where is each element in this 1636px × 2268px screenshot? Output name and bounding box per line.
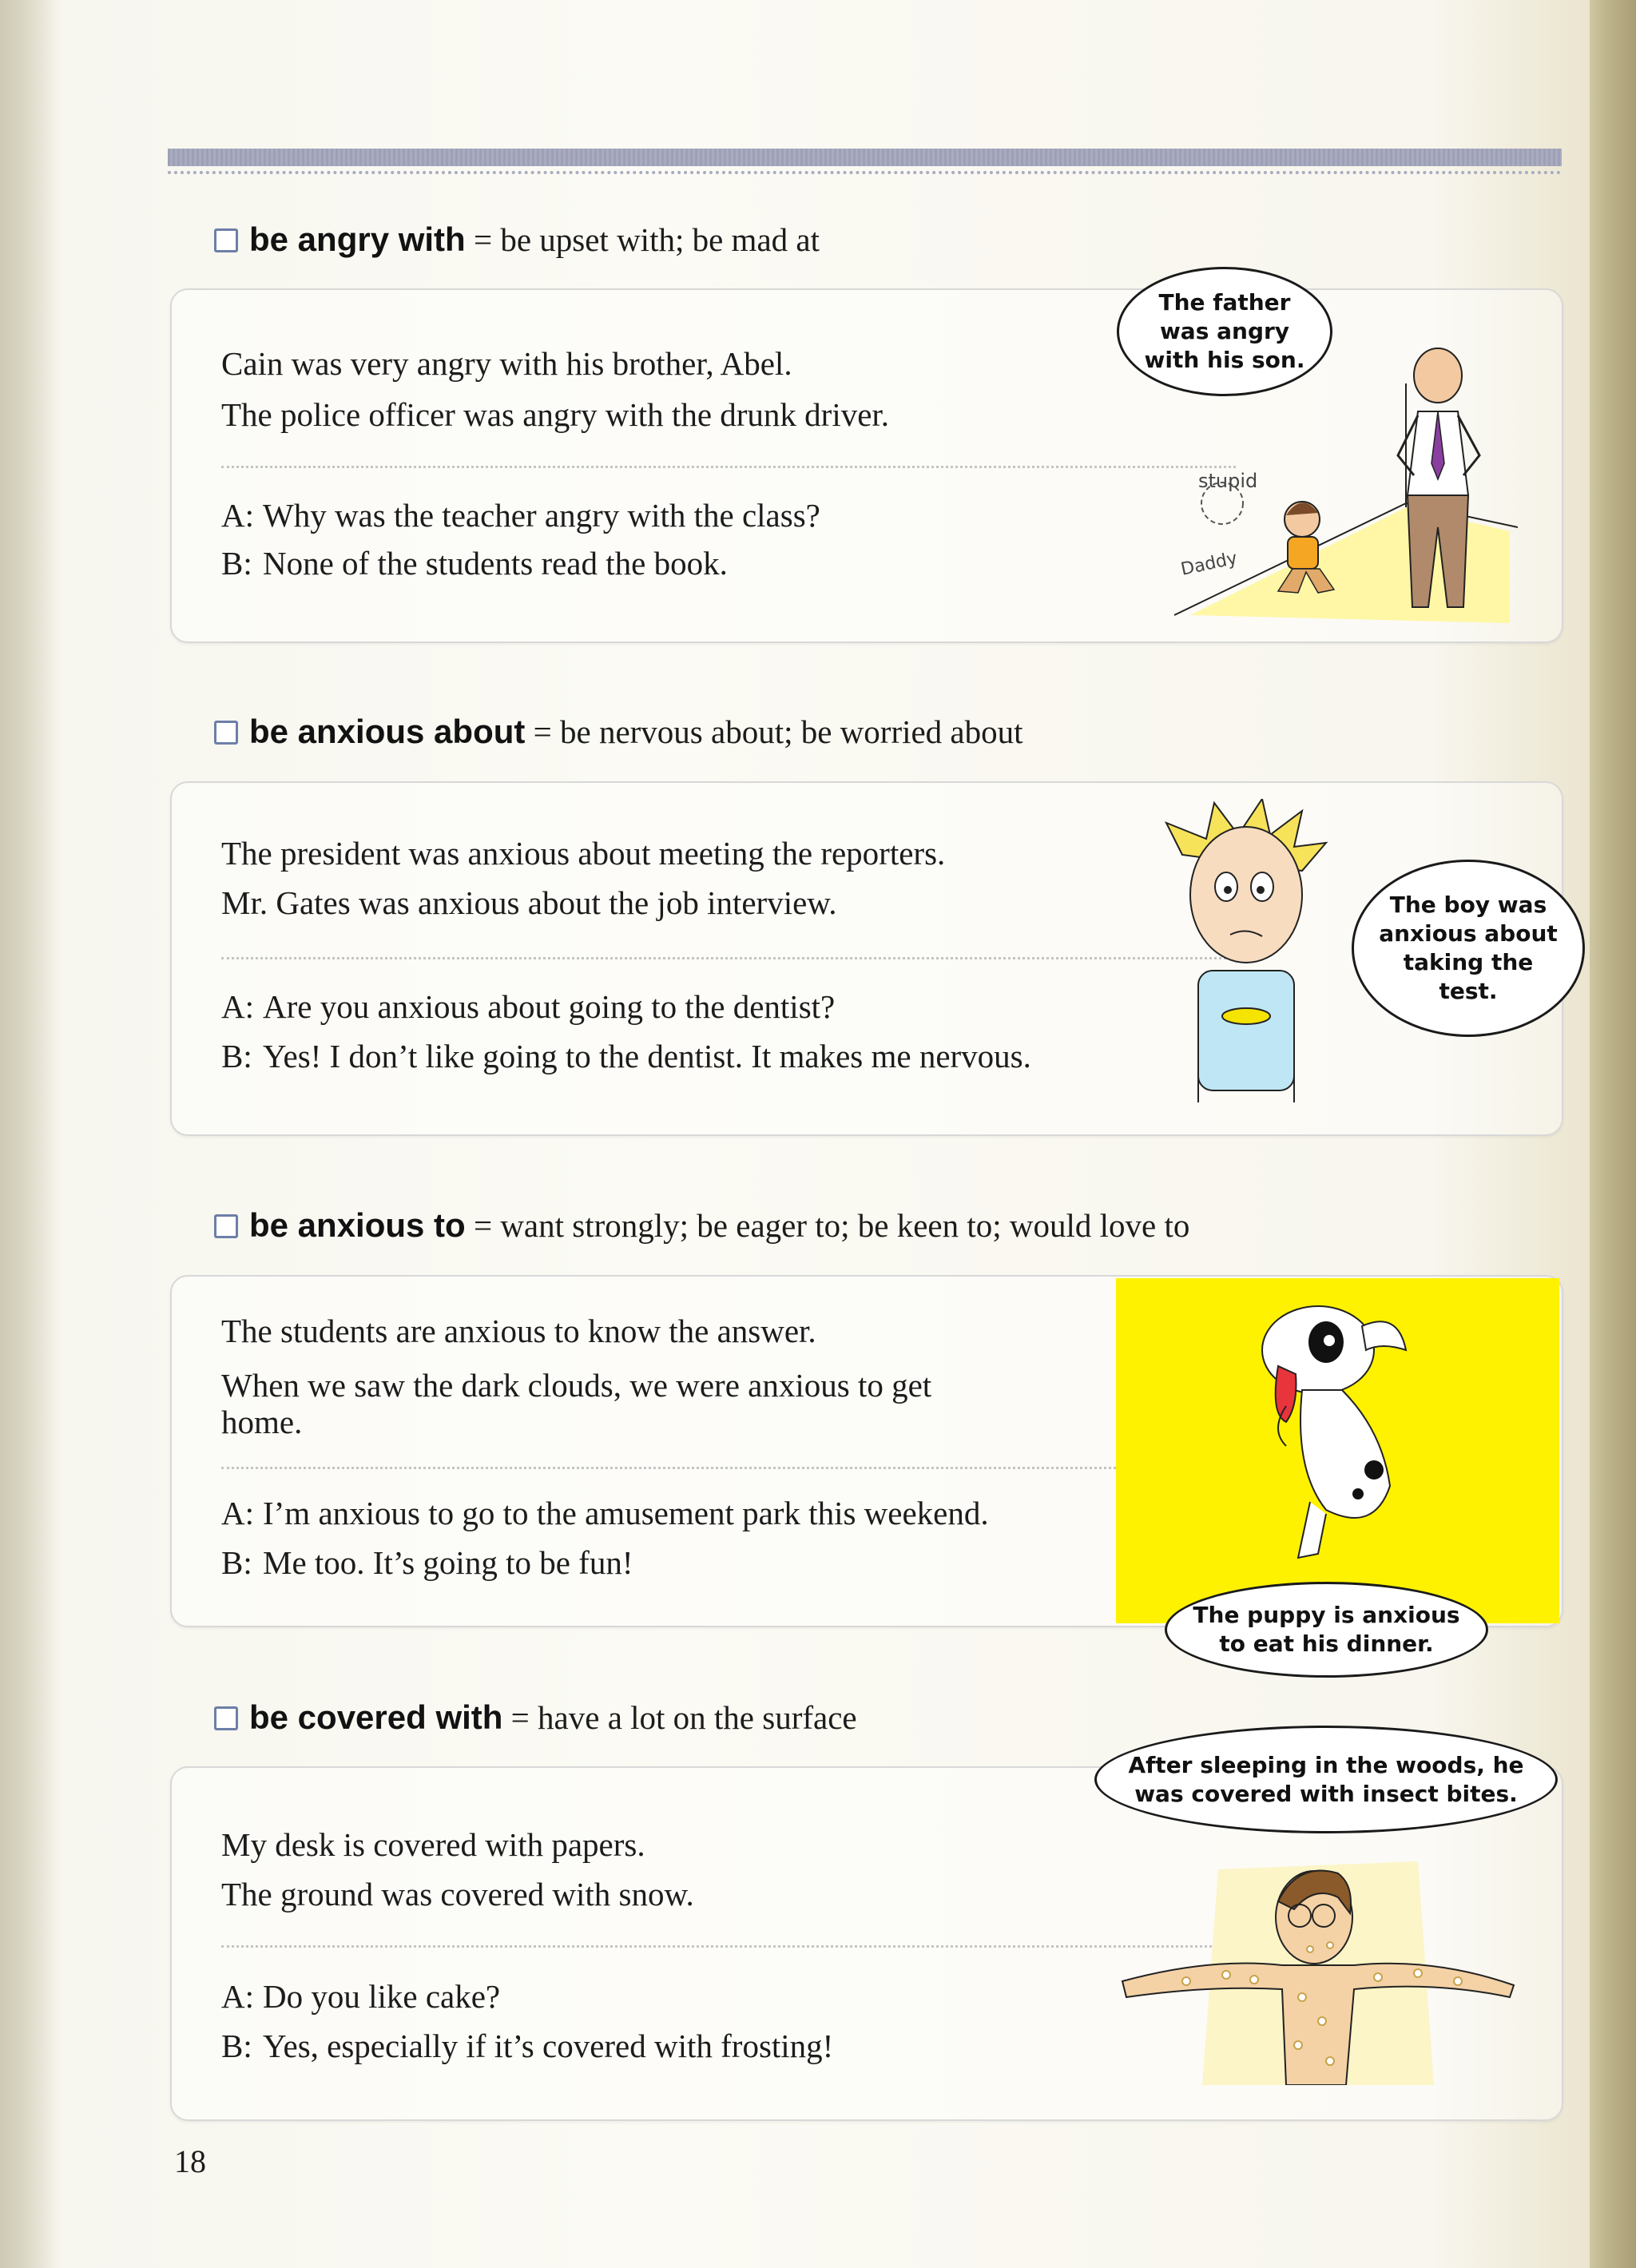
definition: = want strongly; be eager to; be keen to; would love to [473,1207,1190,1244]
checkbox-icon[interactable] [214,1706,238,1730]
example-sentence: The ground was covered with snow. [221,1876,694,1913]
term: be anxious about [249,713,526,750]
example-sentence: The students are anxious to know the answer. [221,1313,816,1349]
speech-bubble: The father was angry with his son. [1117,267,1332,396]
dialogue-text: None of the students read the book. [263,545,728,582]
doodle-text: Daddy [1179,548,1240,580]
doodle-text: stupid [1198,470,1258,492]
definition: = be upset with; be mad at [473,221,820,258]
definition: = be nervous about; be worried about [533,713,1023,750]
speaker-label: B: [221,2028,252,2064]
speaker-label: B: [221,1544,252,1581]
term: be angry with [249,220,466,258]
example-sentence: When we saw the dark clouds, we were anxious to get [221,1367,932,1404]
example-sentence: My desk is covered with papers. [221,1826,645,1863]
example-sentence: Mr. Gates was anxious about the job interview. [221,884,837,921]
angry-father-illustration [1166,336,1518,623]
header-bar [168,149,1562,166]
dotted-separator [221,1945,1236,1948]
speech-bubble: The puppy is anxious to eat his dinner. [1165,1582,1488,1678]
example-sentence: Cain was very angry with his brother, Abel. [221,345,792,382]
term: be anxious to [249,1206,466,1244]
dialogue-line [221,2027,833,2065]
checkbox-icon[interactable] [214,228,238,252]
example-sentence: The president was anxious about meeting the reporters. [221,835,946,872]
checkbox-icon[interactable] [214,721,238,745]
dialogue-text: Why was the teacher angry with the class? [263,497,820,534]
dialogue-line [221,1977,500,2016]
puppy-illustration [1222,1294,1430,1566]
dialogue-text: I’m anxious to go to the amusement park this weekend. [263,1495,989,1531]
page-gutter-shadow [0,0,56,2268]
dialogue-text: Yes, especially if it’s covered with frosting! [263,2028,834,2064]
section-heading-covered-with [214,1698,857,1737]
speaker-label: A: [221,988,254,1025]
term: be covered with [249,1698,503,1736]
dialogue-text: Yes! I don’t like going to the dentist. It makes me nervous. [263,1038,1031,1074]
speech-bubble: After sleeping in the woods, he was covered with insect bites. [1094,1726,1558,1833]
example-sentence: The police officer was angry with the drunk driver. [221,396,890,433]
speaker-label: A: [221,1978,254,2015]
anxious-boy-illustration [1150,799,1358,1118]
insect-bites-man-illustration [1114,1853,1522,2085]
header-dotted-rule [168,171,1562,174]
speaker-label: B: [221,1038,252,1074]
dialogue-line [221,987,835,1026]
dialogue-line [221,544,728,582]
dialogue-text: Me too. It’s going to be fun! [263,1544,633,1581]
dialogue-line [221,496,820,534]
example-sentence: home. [221,1404,303,1440]
checkbox-icon[interactable] [214,1214,238,1238]
dialogue-line [221,1543,633,1582]
speaker-label: A: [221,1495,254,1531]
dialogue-text: Do you like cake? [263,1978,501,2015]
dotted-separator [221,466,1236,468]
speaker-label: A: [221,497,254,534]
dialogue-line [221,1494,989,1532]
page-number: 18 [174,2143,206,2179]
speech-bubble: The boy was anxious about taking the test. [1352,860,1585,1037]
dotted-separator [221,1467,1236,1469]
definition: = have a lot on the surface [510,1699,857,1736]
section-heading-anxious-to [214,1206,1189,1245]
book-spine-edge [1590,0,1636,2268]
dialogue-line [221,1037,1031,1075]
section-heading-angry-with [214,220,820,259]
speaker-label: B: [221,545,252,582]
dialogue-text: Are you anxious about going to the dentist? [263,988,836,1025]
dotted-separator [221,957,1236,959]
section-heading-anxious-about [214,713,1023,751]
